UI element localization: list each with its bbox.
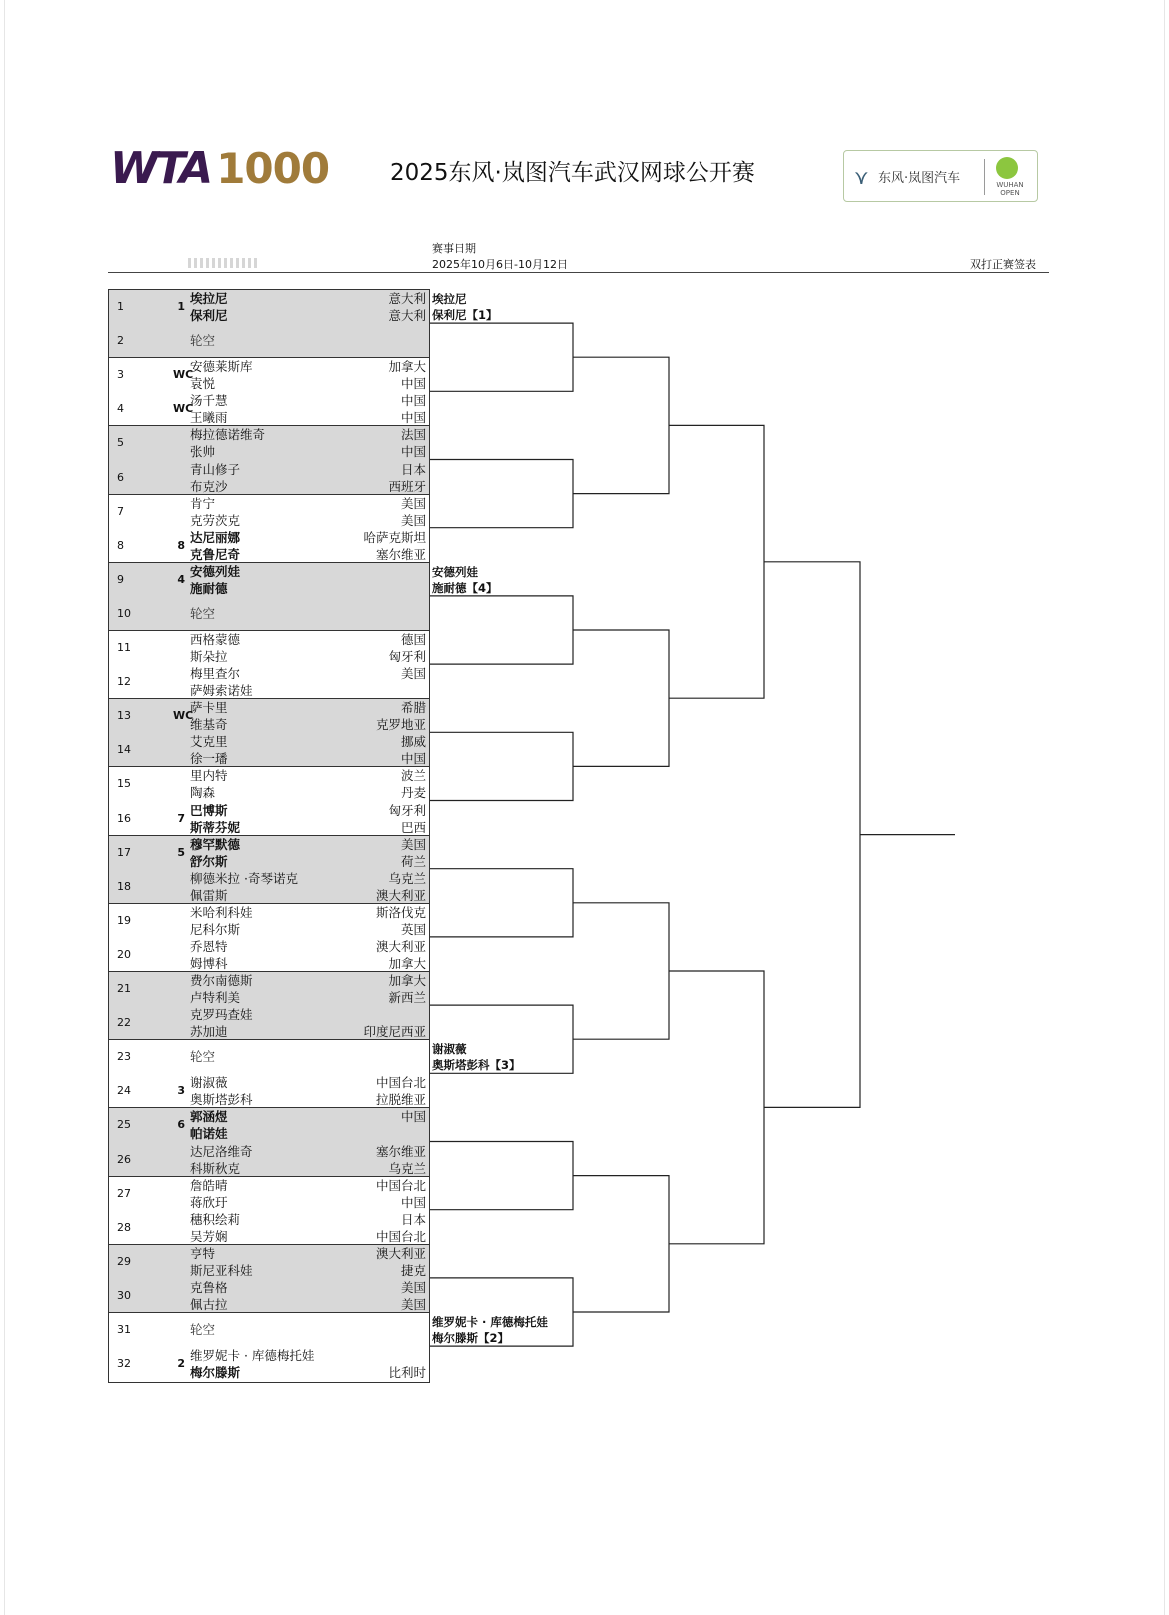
player-name: 梅拉德诺维奇: [190, 427, 266, 443]
wta-1000-logo: [110, 143, 330, 194]
seed-label: 3: [177, 1084, 185, 1098]
player-name: 肯宁: [190, 495, 216, 511]
player-country: 拉脱维亚: [375, 1092, 426, 1108]
advanced-player: 保利尼【1】: [432, 308, 498, 322]
player-name: 斯尼亚科娃: [190, 1262, 253, 1278]
player-name: 张帅: [190, 444, 216, 460]
player-country: 美国: [400, 666, 426, 682]
player-country: 波兰: [400, 768, 426, 784]
draw-position: 26: [117, 1152, 131, 1166]
player-country: 挪威: [400, 734, 426, 750]
sponsor-event: WUHAN OPEN: [996, 181, 1024, 197]
player-name: 梅尔滕斯: [190, 1365, 241, 1381]
draw-section: [109, 426, 429, 494]
player-name: 克鲁格: [190, 1279, 228, 1295]
player-name: 亨特: [190, 1245, 216, 1261]
player-country: 西班牙: [388, 478, 426, 494]
draw-type: 双打正赛签表: [970, 258, 1036, 271]
player-name: 安德莱斯库: [190, 359, 253, 375]
player-country: 德国: [400, 632, 426, 647]
bye-label: 轮空: [190, 1049, 216, 1065]
draw-section: [109, 358, 429, 426]
player-country: 美国: [400, 1296, 426, 1312]
player-name: 佩古拉: [190, 1296, 228, 1312]
player-country: 印度尼西亚: [363, 1024, 426, 1040]
player-name: 王曦雨: [190, 410, 228, 426]
player-country: 加拿大: [388, 973, 426, 988]
player-name: 维基奇: [190, 717, 228, 733]
player-country: 斯洛伐克: [375, 904, 426, 920]
draw-position: 20: [117, 947, 131, 961]
player-name: 萨姆索诺娃: [190, 683, 253, 699]
player-country: 中国: [400, 444, 426, 460]
draw-position: 12: [117, 675, 131, 689]
advanced-player: 奥斯塔彭科【3】: [432, 1058, 521, 1073]
draw-position: 23: [117, 1050, 131, 1064]
player-country: 加拿大: [388, 359, 426, 375]
player-country: 澳大利亚: [375, 887, 426, 903]
draw-position: 7: [117, 504, 124, 518]
player-name: 尼科尔斯: [190, 921, 241, 937]
draw-position: 28: [117, 1220, 131, 1234]
player-country: 中国台北: [375, 1075, 426, 1091]
wta-1000-text: 1000: [216, 144, 330, 193]
draw-section: [109, 767, 429, 835]
draw-position: 6: [117, 470, 124, 484]
player-name: 维罗妮卡 · 库德梅托娃: [190, 1348, 315, 1364]
player-name: 蒋欣玗: [190, 1194, 228, 1210]
player-country: 乌克兰: [388, 1160, 426, 1176]
player-name: 袁悦: [190, 376, 216, 392]
player-name: 科斯秋克: [190, 1160, 241, 1176]
player-name: 奥斯塔彭科: [190, 1092, 253, 1108]
draw-position: 1: [117, 300, 124, 313]
draw-position: 13: [117, 709, 131, 723]
seed-label: 8: [177, 538, 185, 552]
player-name: 梅里查尔: [190, 666, 241, 682]
seed-label: 2: [177, 1357, 185, 1371]
draw-position: 5: [117, 436, 124, 450]
draw-position: 22: [117, 1016, 131, 1030]
player-country: 中国: [400, 410, 426, 426]
player-country: 中国台北: [375, 1177, 426, 1193]
player-name: 保利尼: [190, 308, 228, 323]
player-name: 卢特利美: [190, 990, 241, 1005]
player-name: 施耐德: [190, 580, 228, 596]
player-name: 吴芳娴: [190, 1228, 228, 1244]
player-name: 达尼洛维奇: [190, 1143, 253, 1159]
draw-position: 11: [117, 641, 131, 654]
player-name: 米哈利科娃: [190, 904, 253, 920]
bye-label: 轮空: [190, 333, 216, 349]
seed-label: WC: [173, 368, 194, 382]
player-country: 中国: [400, 376, 426, 392]
player-name: 郭涵煜: [190, 1109, 228, 1125]
player-name: 柳德米拉 ·奇琴诺克: [190, 870, 298, 886]
sponsor-logo: [843, 150, 1038, 202]
advanced-player: 施耐德【4】: [432, 580, 498, 595]
draw-position: 25: [117, 1118, 131, 1132]
player-name: 詹皓晴: [190, 1177, 228, 1193]
player-country: 匈牙利: [388, 802, 426, 818]
draw-position: 2: [117, 334, 124, 348]
player-name: 里内特: [190, 768, 228, 784]
player-country: 克罗地亚: [375, 717, 426, 733]
player-country: 新西兰: [388, 990, 426, 1005]
player-country: 美国: [400, 512, 426, 528]
draw-position: 15: [117, 777, 131, 791]
player-country: 中国: [400, 1194, 426, 1210]
player-country: 中国: [400, 1109, 426, 1125]
draw-position: 27: [117, 1186, 131, 1200]
advanced-player: 梅尔滕斯【2】: [432, 1331, 510, 1345]
draw-position: 3: [117, 368, 124, 382]
player-name: 陶森: [190, 785, 216, 801]
player-name: 穗积绘莉: [190, 1211, 241, 1227]
player-name: 克劳茨克: [190, 512, 241, 528]
player-name: 姆博科: [190, 955, 228, 971]
advanced-player: 埃拉尼: [432, 292, 467, 306]
player-country: 希腊: [400, 700, 426, 716]
player-country: 捷克: [400, 1262, 426, 1278]
player-name: 帕诺娃: [190, 1126, 228, 1142]
player-country: 意大利: [388, 308, 426, 323]
player-country: 澳大利亚: [375, 938, 426, 954]
player-name: 巴博斯: [190, 802, 228, 818]
advanced-player: 谢淑薇: [432, 1042, 467, 1057]
draw-position: 4: [117, 402, 124, 416]
blurred-text: [188, 258, 260, 268]
draw-position: 31: [117, 1323, 131, 1336]
player-country: 意大利: [388, 291, 426, 306]
draw-position: 29: [117, 1254, 131, 1268]
draw-section: [109, 699, 429, 767]
player-country: 荷兰: [400, 853, 426, 869]
draw-position: 24: [117, 1084, 131, 1098]
player-country: 日本: [400, 1211, 426, 1227]
draw-section: [109, 1108, 429, 1176]
draw-position: 10: [117, 606, 131, 620]
player-country: 美国: [400, 1279, 426, 1295]
draw-position: 8: [117, 538, 124, 552]
draw-position: 32: [117, 1357, 131, 1371]
player-name: 达尼丽娜: [190, 529, 241, 545]
player-country: 哈萨克斯坦: [363, 529, 426, 545]
advanced-player: 维罗妮卡 · 库德梅托娃: [432, 1315, 548, 1329]
player-country: 塞尔维亚: [375, 1143, 426, 1159]
draw-section: [109, 563, 429, 631]
voyah-mark-icon: ⋎: [854, 165, 869, 189]
player-name: 斯朵拉: [190, 649, 228, 664]
draw-position: 30: [117, 1288, 131, 1302]
player-name: 佩雷斯: [190, 887, 228, 903]
player-country: 塞尔维亚: [375, 546, 426, 562]
wta-logo-text: WTA: [110, 143, 211, 194]
player-country: 澳大利亚: [375, 1245, 426, 1261]
draw-position: 16: [117, 811, 131, 825]
seed-label: 7: [177, 811, 185, 825]
sponsor-brand: 东风·岚图汽车: [878, 171, 961, 186]
player-name: 乔恩特: [190, 938, 228, 954]
draw-position: 18: [117, 879, 131, 893]
player-country: 日本: [400, 461, 426, 477]
draw-position: 17: [117, 845, 131, 859]
draw-section: [109, 631, 429, 699]
player-name: 布克沙: [190, 478, 228, 494]
player-country: 巴西: [400, 819, 426, 835]
player-name: 青山修子: [190, 461, 241, 477]
bye-label: 轮空: [190, 1322, 216, 1337]
draw-position: 9: [117, 572, 124, 586]
player-country: 中国台北: [375, 1228, 426, 1244]
player-country: 丹麦: [400, 785, 426, 801]
seed-label: 5: [177, 845, 185, 859]
player-country: 中国: [400, 393, 426, 409]
player-country: 乌克兰: [388, 870, 426, 886]
player-name: 徐一璠: [190, 751, 228, 767]
sponsor-divider: [984, 159, 985, 195]
player-name: 谢淑薇: [190, 1075, 228, 1091]
player-name: 克鲁尼奇: [190, 546, 241, 562]
player-country: 比利时: [388, 1365, 426, 1381]
draw-section: [109, 290, 429, 358]
draw-table: [108, 289, 430, 1383]
player-country: 加拿大: [388, 955, 426, 971]
player-name: 安德列娃: [190, 563, 241, 579]
player-name: 艾克里: [190, 734, 228, 750]
player-name: 费尔南德斯: [190, 973, 253, 988]
header-divider: [108, 272, 1049, 273]
player-name: 西格蒙德: [190, 632, 241, 647]
seed-label: 4: [177, 572, 185, 586]
date-value: 2025年10月6日-10月12日: [432, 258, 568, 271]
player-name: 穆罕默德: [190, 836, 241, 852]
date-label: 赛事日期: [432, 242, 476, 255]
player-country: 美国: [400, 836, 426, 852]
seed-label: 1: [177, 300, 185, 313]
player-name: 舒尔斯: [190, 853, 228, 869]
tournament-title: 2025东风·岚图汽车武汉网球公开赛: [390, 160, 755, 186]
seed-label: 6: [177, 1118, 185, 1132]
player-name: 斯蒂芬妮: [190, 819, 241, 835]
player-name: 埃拉尼: [190, 291, 228, 306]
tennis-ball-icon: [996, 157, 1018, 179]
seed-label: WC: [173, 709, 194, 723]
draw-position: 19: [117, 913, 131, 927]
player-country: 中国: [400, 751, 426, 767]
player-name: 克罗玛查娃: [190, 1007, 253, 1023]
draw-position: 14: [117, 743, 131, 757]
player-country: 美国: [400, 495, 426, 511]
advanced-player: 安德列娃: [432, 564, 478, 579]
player-name: 苏加迪: [190, 1024, 228, 1040]
player-name: 萨卡里: [190, 700, 228, 716]
player-country: 英国: [400, 921, 426, 937]
bye-label: 轮空: [190, 605, 216, 621]
draw-position: 21: [117, 982, 131, 995]
player-name: 汤千慧: [190, 393, 228, 409]
player-country: 匈牙利: [388, 649, 426, 664]
seed-label: WC: [173, 402, 194, 416]
player-country: 法国: [400, 427, 426, 443]
